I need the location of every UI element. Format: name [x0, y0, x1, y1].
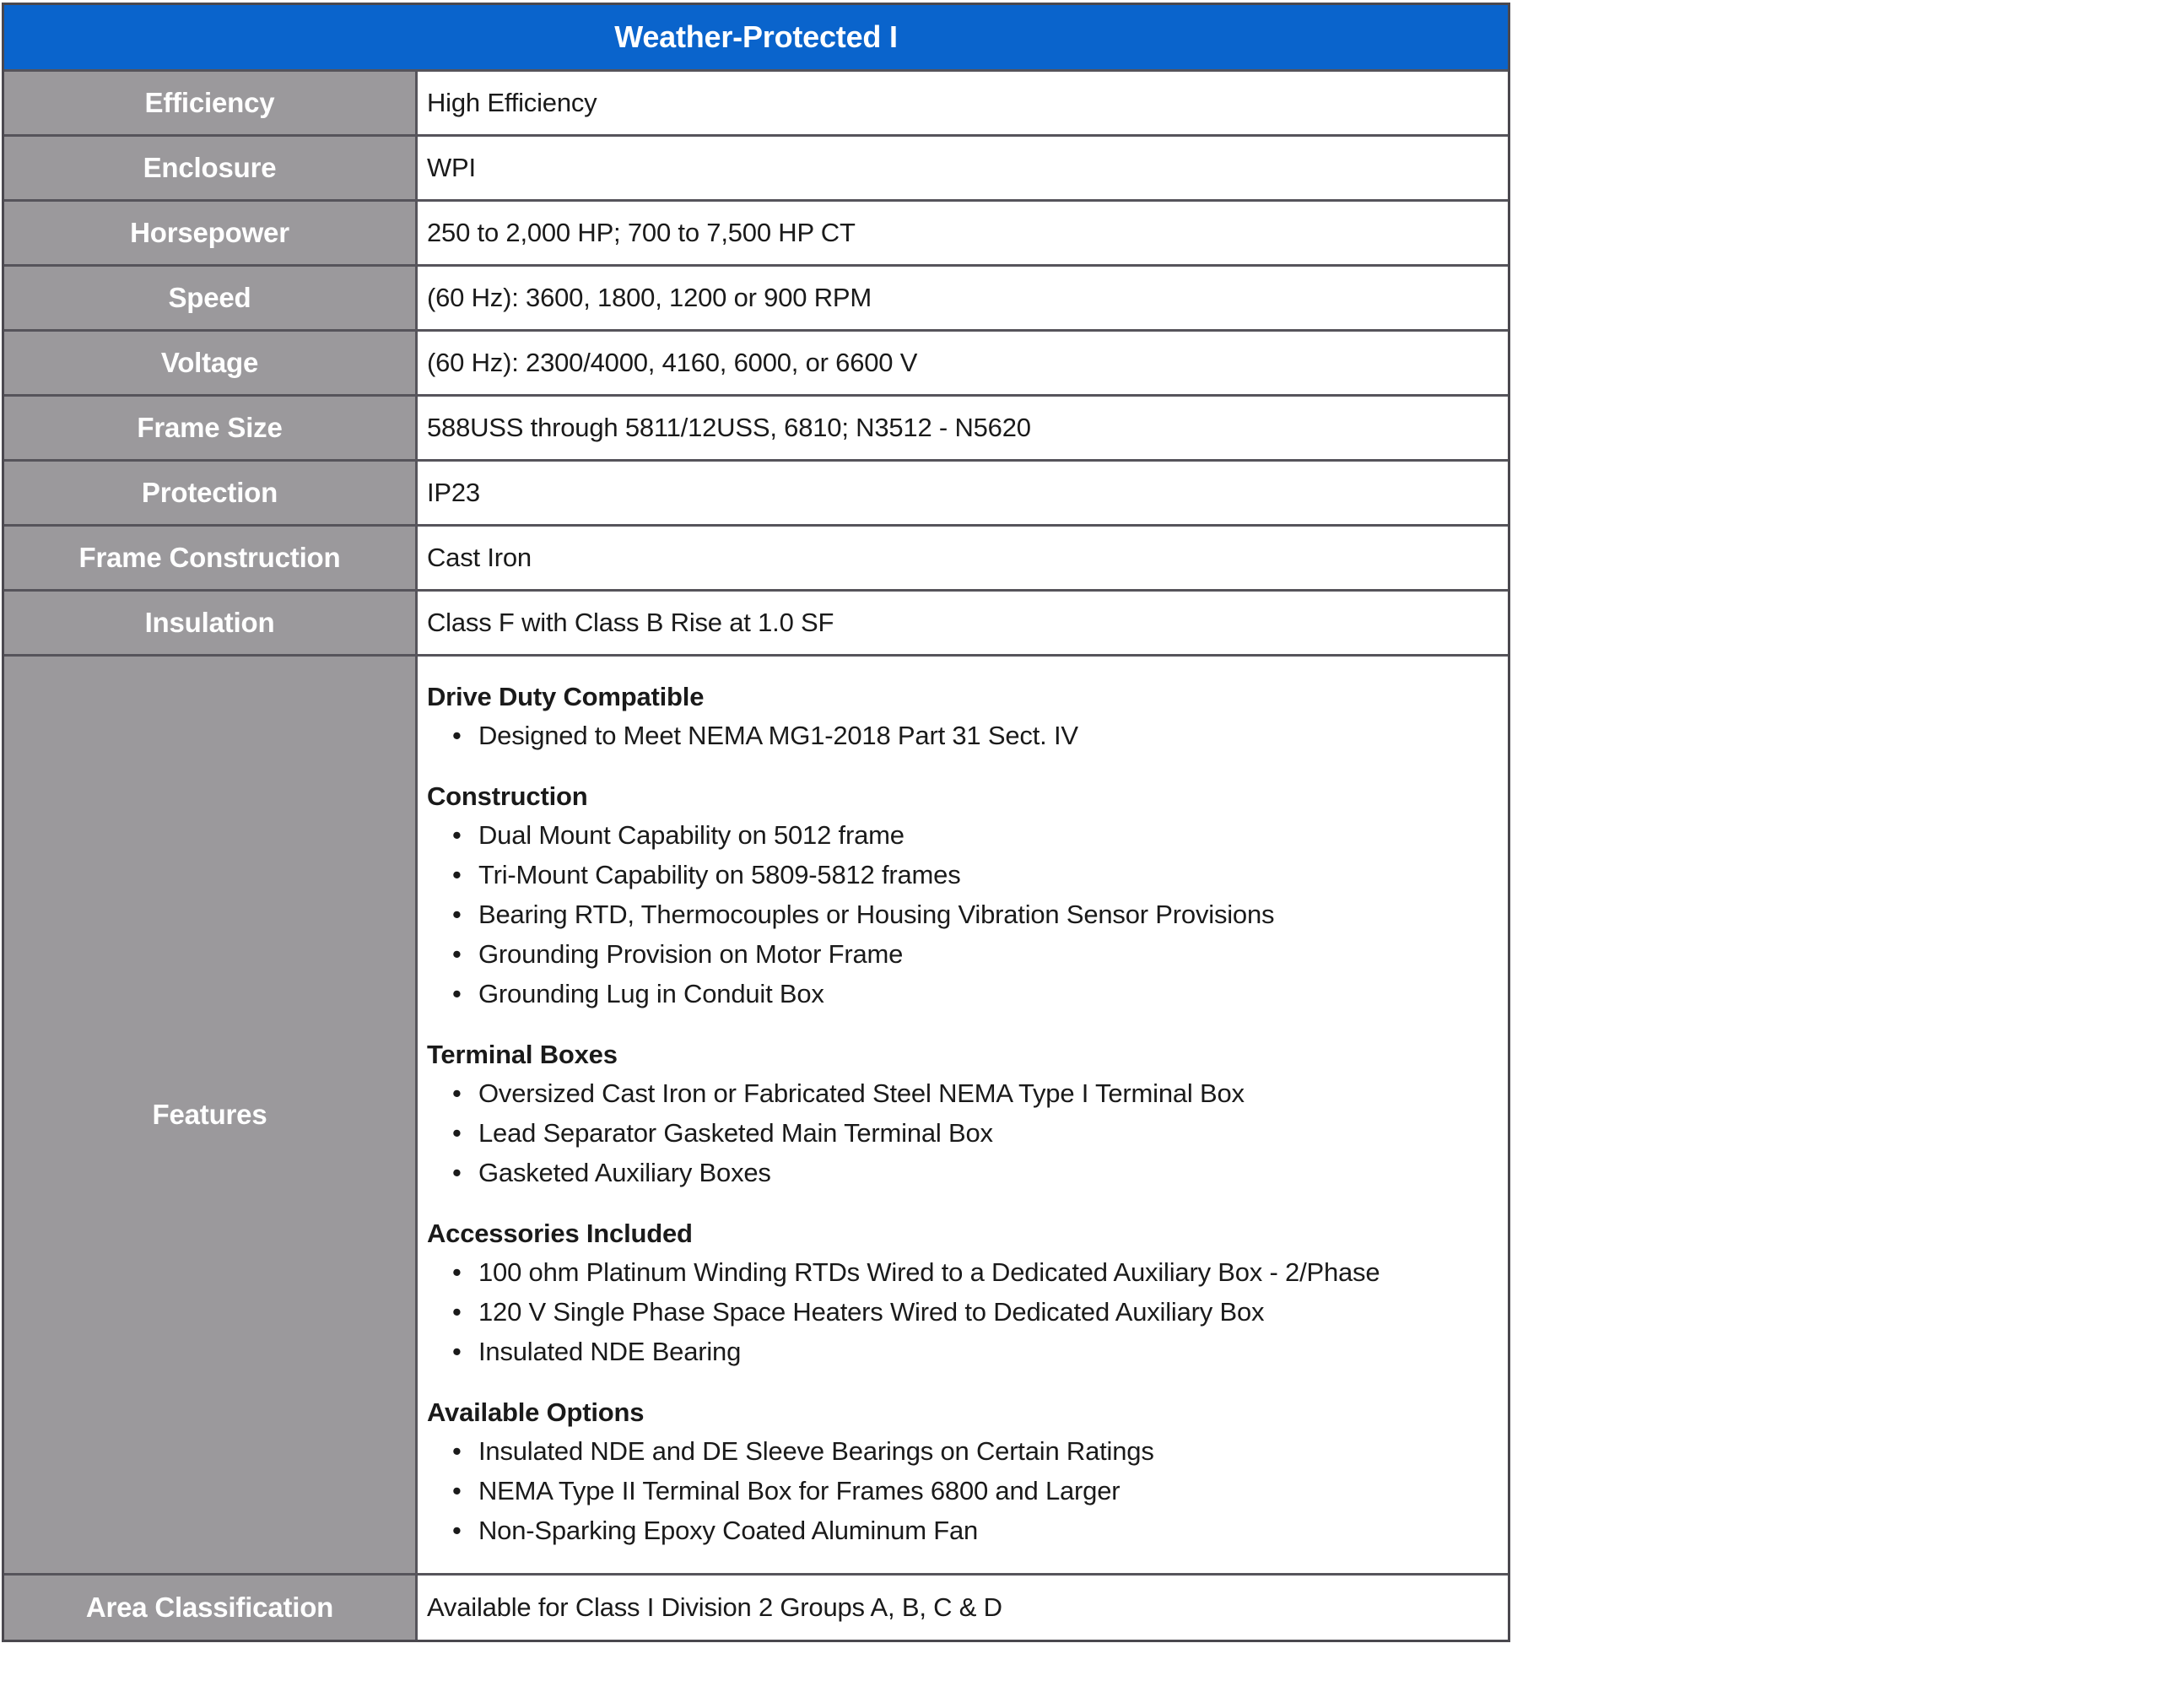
- value-frame-construction: Cast Iron: [418, 527, 1508, 589]
- feature-item: • Grounding Lug in Conduit Box: [427, 977, 1494, 1011]
- feature-list: [427, 819, 1494, 1011]
- feature-list: [427, 1077, 1494, 1190]
- label-efficiency: Efficiency: [4, 72, 415, 134]
- spec-table: [2, 3, 1510, 1642]
- table-title: Weather-Protected I: [4, 5, 1508, 69]
- label-frame-construction: Frame Construction: [4, 527, 415, 589]
- value-enclosure: WPI: [418, 137, 1508, 199]
- label-insulation: Insulation: [4, 592, 415, 654]
- feature-list: [427, 1435, 1494, 1548]
- feature-item: • Dual Mount Capability on 5012 frame: [427, 819, 1494, 852]
- features-section-available-options: [427, 1396, 1494, 1548]
- value-protection: IP23: [418, 462, 1508, 524]
- feature-section-title: Construction: [427, 781, 588, 811]
- label-frame-size: Frame Size: [4, 397, 415, 459]
- feature-item: • Designed to Meet NEMA MG1-2018 Part 31 Sect. IV: [427, 719, 1494, 753]
- label-features: Features: [4, 657, 415, 1573]
- label-speed: Speed: [4, 267, 415, 329]
- feature-item: • Bearing RTD, Thermocouples or Housing Vibration Sensor Provisions: [427, 898, 1494, 932]
- value-voltage: (60 Hz): 2300/4000, 4160, 6000, or 6600 V: [418, 332, 1508, 394]
- feature-section-title: Available Options: [427, 1397, 645, 1427]
- feature-item: • 100 ohm Platinum Winding RTDs Wired to a Dedicated Auxiliary Box - 2/Phase: [427, 1256, 1494, 1289]
- features-section-terminal-boxes: [427, 1038, 1494, 1190]
- feature-item: • Oversized Cast Iron or Fabricated Steel NEMA Type I Terminal Box: [427, 1077, 1494, 1111]
- features-content: [418, 657, 1508, 1573]
- label-protection: Protection: [4, 462, 415, 524]
- feature-item: • 120 V Single Phase Space Heaters Wired to Dedicated Auxiliary Box: [427, 1295, 1494, 1329]
- value-efficiency: High Efficiency: [418, 72, 1508, 134]
- features-section-accessories: [427, 1217, 1494, 1369]
- value-speed: (60 Hz): 3600, 1800, 1200 or 900 RPM: [418, 267, 1508, 329]
- feature-item: • Non-Sparking Epoxy Coated Aluminum Fan: [427, 1514, 1494, 1548]
- value-insulation: Class F with Class B Rise at 1.0 SF: [418, 592, 1508, 654]
- label-voltage: Voltage: [4, 332, 415, 394]
- feature-section-title: Terminal Boxes: [427, 1040, 618, 1069]
- value-frame-size: 588USS through 5811/12USS, 6810; N3512 - N5620: [418, 397, 1508, 459]
- features-section-construction: [427, 780, 1494, 1011]
- feature-item: • Insulated NDE and DE Sleeve Bearings on Certain Ratings: [427, 1435, 1494, 1468]
- feature-item: • Grounding Provision on Motor Frame: [427, 938, 1494, 971]
- feature-section-title: Accessories Included: [427, 1219, 693, 1248]
- feature-list: [427, 719, 1494, 753]
- feature-section-title: Drive Duty Compatible: [427, 682, 705, 711]
- features-section-drive-duty: [427, 680, 1494, 753]
- value-area-classification: Available for Class I Division 2 Groups A, B, C & D: [418, 1576, 1508, 1640]
- label-horsepower: Horsepower: [4, 202, 415, 264]
- label-enclosure: Enclosure: [4, 137, 415, 199]
- feature-list: [427, 1256, 1494, 1369]
- value-horsepower: 250 to 2,000 HP; 700 to 7,500 HP CT: [418, 202, 1508, 264]
- label-area-classification: Area Classification: [4, 1576, 415, 1640]
- feature-item: • Tri-Mount Capability on 5809-5812 frames: [427, 858, 1494, 892]
- feature-item: • NEMA Type II Terminal Box for Frames 6800 and Larger: [427, 1474, 1494, 1508]
- feature-item: • Gasketed Auxiliary Boxes: [427, 1156, 1494, 1190]
- feature-item: • Lead Separator Gasketed Main Terminal Box: [427, 1116, 1494, 1150]
- feature-item: • Insulated NDE Bearing: [427, 1335, 1494, 1369]
